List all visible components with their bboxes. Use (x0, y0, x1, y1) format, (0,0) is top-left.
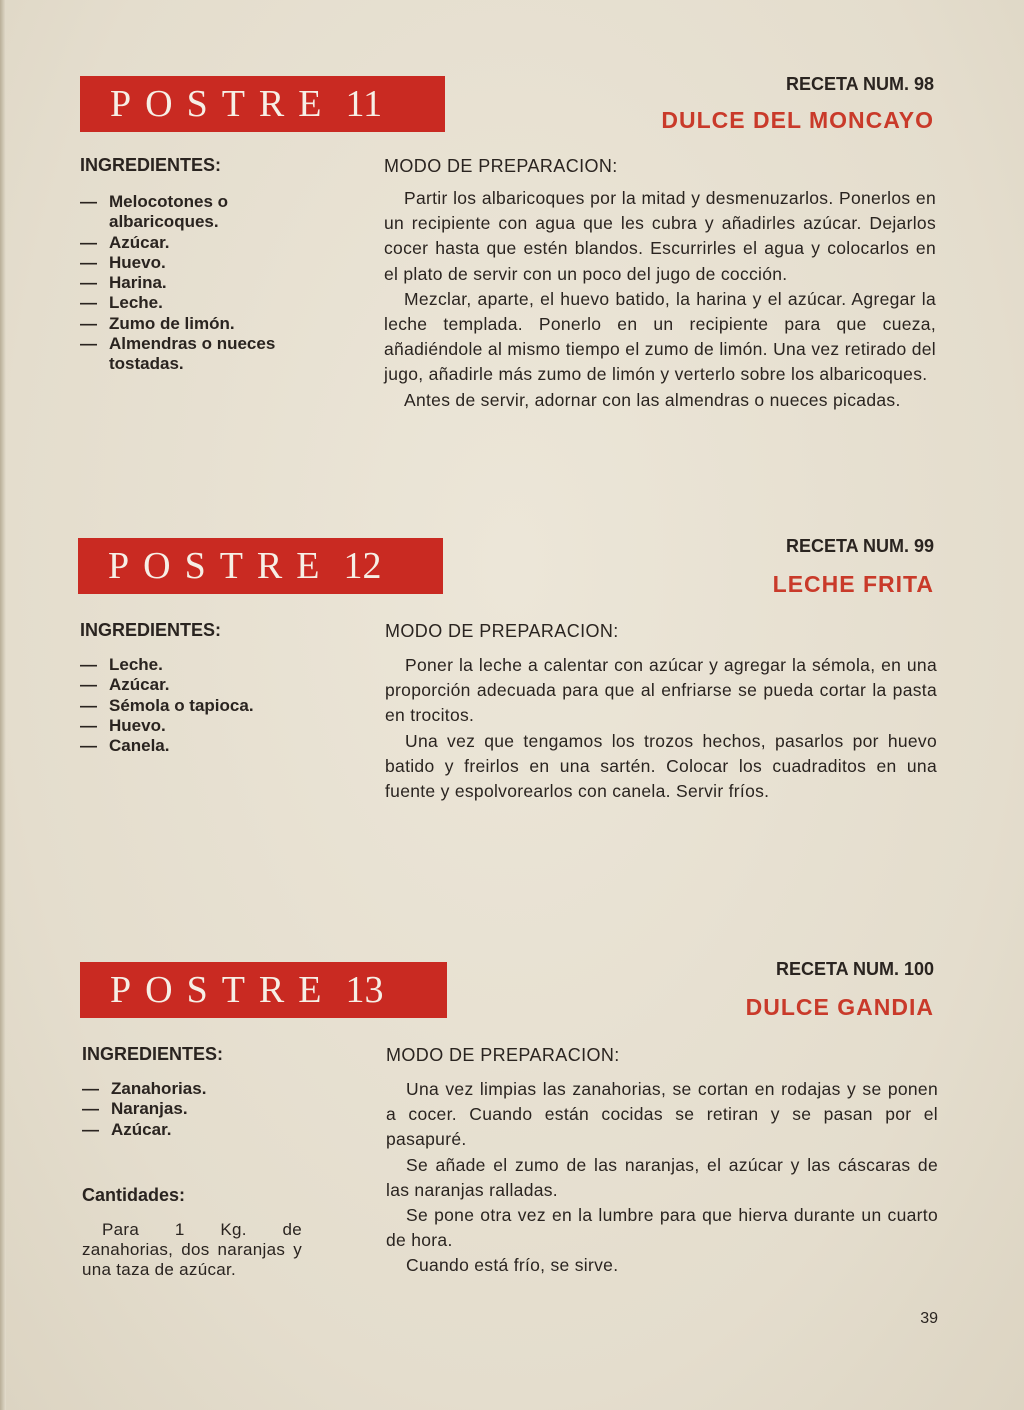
ingredients-heading: INGREDIENTES: (80, 155, 222, 175)
preparation-text (386, 1077, 938, 1279)
ingredient-item: — Huevo. (80, 715, 166, 735)
recipe-number: RECETA NUM. 99 (785, 536, 934, 556)
banner-word: POSTRE (108, 545, 334, 587)
ingredient-item: — Leche. (80, 293, 163, 313)
ingredient-item: — Huevo. (80, 252, 166, 272)
recipe-title: DULCE DEL MONCAYO (661, 107, 934, 133)
preparation-paragraph: Se pone otra vez en la lumbre para que hierva durante un cuarto de hora. (386, 1205, 938, 1251)
ingredients-list (82, 1079, 302, 1140)
preparation-paragraph: Partir los albaricoques por la mitad y desmenuzarlos. Ponerlos en un recipiente con agua que les cubra y añadirles azúcar. Dejarlos cocer hasta que estén blandos. Escurrirles el agua y colocarlos en el plato de servir con un poco del jugo de cocción. (384, 188, 936, 284)
preparation-paragraph: Una vez limpias las zanahorias, se cortan en rodajas y se ponen a cocer. Cuando están cocidas se retiran y se pasan por el pasapuré. (386, 1079, 938, 1150)
recipe-title: DULCE GANDIA (745, 994, 934, 1020)
ingredients-heading: INGREDIENTES: (80, 620, 222, 640)
ingredients-list (80, 655, 320, 756)
preparation-paragraph: Una vez que tengamos los trozos hechos, pasarlos por huevo batido y freirlos en una sartén. Colocar los cuadraditos en una fuente y espolvorearlos con canela. Servir fríos. (385, 730, 937, 802)
page-number: 39 (920, 1310, 938, 1327)
ingredient-item: — Azúcar. (80, 675, 170, 695)
recipe-title: LECHE FRITA (772, 571, 934, 597)
ingredient-item: — Canela. (80, 736, 170, 756)
postre-banner (78, 538, 443, 594)
quantities-text: Para 1 Kg. de zanahorias, dos naranjas y una taza de azúcar. (82, 1220, 302, 1279)
preparation-heading: MODO DE PREPARACION: (385, 621, 619, 641)
ingredient-item: — Sémola o tapioca. (80, 695, 254, 715)
ingredient-item: — Almendras o nueces tostadas. (80, 334, 276, 374)
preparation-paragraph: Se añade el zumo de las naranjas, el azúcar y las cáscaras de las naranjas ralladas. (386, 1154, 938, 1200)
ingredients-heading: INGREDIENTES: (82, 1044, 224, 1064)
quantities-heading: Cantidades: (82, 1185, 186, 1205)
preparation-paragraph: Cuando está frío, se sirve. (406, 1255, 619, 1276)
page-spine-shadow (0, 0, 6, 1410)
preparation-text (384, 186, 936, 413)
banner-word: POSTRE (110, 969, 336, 1011)
recipe-number: RECETA NUM. 98 (785, 74, 934, 94)
ingredient-item: — Azúcar. (80, 232, 170, 252)
ingredient-item: — Melocotones o albaricoques. (80, 192, 229, 232)
preparation-heading: MODO DE PREPARACION: (386, 1045, 620, 1065)
postre-banner (80, 962, 447, 1018)
ingredient-item: — Zumo de limón. (80, 313, 235, 333)
preparation-text (385, 653, 937, 804)
preparation-paragraph: Mezclar, aparte, el huevo batido, la harina y el azúcar. Agregar la leche templada. Ponerlo en un recipiente para que cueza, añadiéndole al mismo tiempo el zumo de limón. Una vez retirado del jugo, añadirle más zumo de limón y verterlo sobre los albaricoques. (384, 288, 936, 385)
banner-word: POSTRE (110, 83, 336, 125)
postre-banner (80, 76, 445, 132)
ingredient-item: — Harina. (80, 273, 167, 293)
ingredients-list (80, 192, 280, 375)
banner-number: 12 (343, 545, 382, 587)
ingredient-item: — Naranjas. (82, 1099, 188, 1119)
preparation-heading: MODO DE PREPARACION: (384, 156, 618, 176)
ingredient-item: — Azúcar. (82, 1119, 172, 1139)
preparation-paragraph: Antes de servir, adornar con las almendras o nueces picadas. (404, 389, 901, 410)
ingredient-item: — Leche. (80, 655, 163, 674)
preparation-paragraph: Poner la leche a calentar con azúcar y agregar la sémola, en una proporción adecuada para que al enfriarse se pueda cortar la pasta en trocitos. (385, 655, 937, 726)
ingredient-item: — Zanahorias. (82, 1079, 207, 1098)
banner-number: 11 (345, 83, 383, 125)
recipe-number: RECETA NUM. 100 (775, 959, 934, 979)
banner-number: 13 (345, 969, 384, 1011)
